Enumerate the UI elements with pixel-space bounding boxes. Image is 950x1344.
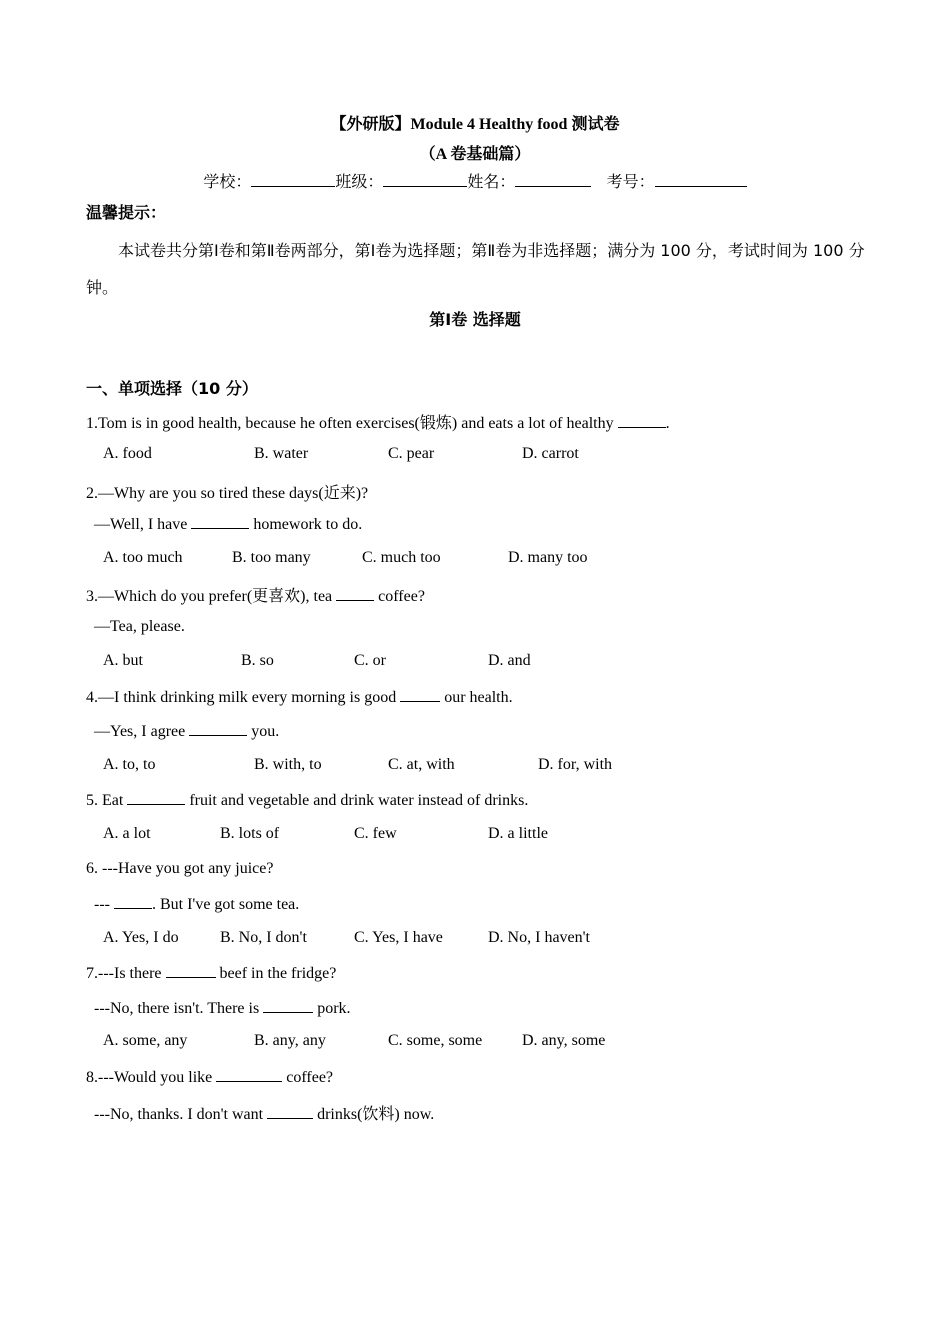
page-title: 【外研版】Module 4 Healthy food 测试卷 bbox=[330, 116, 620, 133]
question-3-reply: —Tea, please. bbox=[94, 618, 185, 635]
q7-option-d: D. any, some bbox=[522, 1032, 606, 1049]
question-2-stem: 2.—Why are you so tired these days(近来)? bbox=[86, 485, 369, 502]
question-4-reply: —Yes, I agree you. bbox=[94, 723, 280, 740]
tips-body: 本试卷共分第Ⅰ卷和第Ⅱ卷两部分，第Ⅰ卷为选择题；第Ⅱ卷为非选择题；满分为 100 分，考试时间为 100 分钟。 bbox=[86, 241, 865, 297]
q6-option-b: B. No, I don't bbox=[220, 929, 307, 946]
page-subtitle: （A 卷基础篇） bbox=[419, 146, 531, 163]
question-8-reply: ---No, thanks. I don't want drinks(饮料) now. bbox=[94, 1106, 435, 1123]
answer-blank bbox=[114, 894, 152, 909]
answer-blank bbox=[216, 1067, 282, 1082]
q4-option-d: D. for, with bbox=[538, 756, 613, 773]
number-label: 考号： bbox=[606, 172, 655, 191]
question-6-reply: --- . But I've got some tea. bbox=[94, 896, 300, 913]
answer-blank bbox=[618, 413, 666, 428]
section1-heading: 一、单项选择（10 分） bbox=[86, 379, 258, 398]
answer-blank bbox=[400, 687, 440, 702]
answer-blank bbox=[166, 963, 216, 978]
question-6-stem: 6. ---Have you got any juice? bbox=[86, 860, 274, 877]
answer-blank bbox=[267, 1104, 313, 1119]
student-info-line bbox=[0, 169, 950, 192]
question-1-stem: 1.Tom is in good health, because he often exercises(锻炼) and eats a lot of healthy . bbox=[86, 415, 670, 432]
question-8-stem: 8.---Would you like coffee? bbox=[86, 1069, 334, 1086]
q6-option-d: D. No, I haven't bbox=[488, 929, 590, 946]
q4-option-b: B. with, to bbox=[254, 756, 322, 773]
q1-option-c: C. pear bbox=[388, 445, 435, 462]
q1-option-d: D. carrot bbox=[522, 445, 579, 462]
q2-option-c: C. much too bbox=[362, 549, 441, 566]
name-label: 姓名： bbox=[467, 172, 516, 191]
q2-option-d: D. many too bbox=[508, 549, 588, 566]
answer-blank bbox=[189, 721, 247, 736]
q3-option-b: B. so bbox=[241, 652, 274, 669]
school-blank bbox=[251, 172, 335, 187]
name-blank bbox=[515, 172, 591, 187]
q7-option-b: B. any, any bbox=[254, 1032, 326, 1049]
q3-option-a: A. but bbox=[103, 652, 143, 669]
q3-option-d: D. and bbox=[488, 652, 531, 669]
q6-option-c: C. Yes, I have bbox=[354, 929, 443, 946]
q7-option-c: C. some, some bbox=[388, 1032, 483, 1049]
q5-option-c: C. few bbox=[354, 825, 397, 842]
q7-option-a: A. some, any bbox=[103, 1032, 188, 1049]
q4-option-c: C. at, with bbox=[388, 756, 455, 773]
question-7-stem: 7.---Is there beef in the fridge? bbox=[86, 965, 337, 982]
question-2-reply: —Well, I have homework to do. bbox=[94, 516, 363, 533]
q6-option-a: A. Yes, I do bbox=[103, 929, 179, 946]
number-blank bbox=[655, 172, 747, 187]
answer-blank bbox=[336, 586, 374, 601]
part1-title: 第Ⅰ卷 选择题 bbox=[429, 310, 521, 329]
answer-blank bbox=[263, 998, 313, 1013]
q2-option-a: A. too much bbox=[103, 549, 183, 566]
answer-blank bbox=[127, 790, 185, 805]
answer-blank bbox=[191, 514, 249, 529]
class-blank bbox=[383, 172, 467, 187]
q5-option-a: A. a lot bbox=[103, 825, 151, 842]
question-4-stem: 4.—I think drinking milk every morning is good our health. bbox=[86, 689, 513, 706]
q1-option-a: A. food bbox=[103, 445, 152, 462]
q1-option-b: B. water bbox=[254, 445, 309, 462]
school-label: 学校： bbox=[203, 172, 252, 191]
q5-option-d: D. a little bbox=[488, 825, 548, 842]
q5-option-b: B. lots of bbox=[220, 825, 280, 842]
tips-heading: 温馨提示： bbox=[86, 203, 167, 222]
question-7-reply: ---No, there isn't. There is pork. bbox=[94, 1000, 351, 1017]
question-5-stem: 5. Eat fruit and vegetable and drink water instead of drinks. bbox=[86, 792, 529, 809]
class-label: 班级： bbox=[335, 172, 384, 191]
question-3-stem: 3.—Which do you prefer(更喜欢), tea coffee? bbox=[86, 588, 425, 605]
q3-option-c: C. or bbox=[354, 652, 386, 669]
q4-option-a: A. to, to bbox=[103, 756, 156, 773]
q2-option-b: B. too many bbox=[232, 549, 311, 566]
